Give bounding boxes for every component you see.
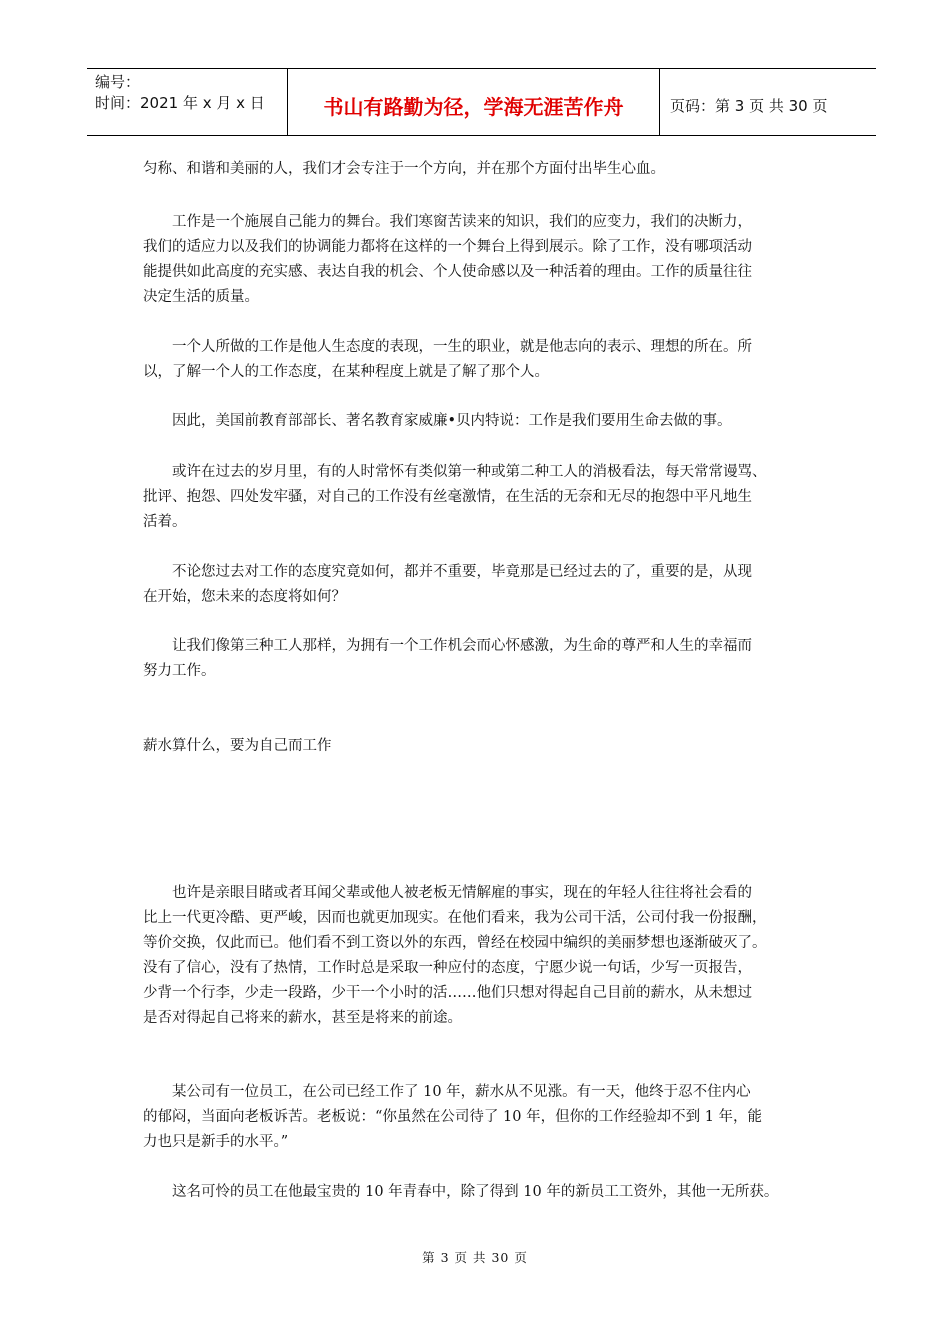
paragraph-line: 的郁闷，当面向老板诉苦。老板说：“你虽然在公司待了 10 年，但你的工作经验却不到 1 年，能 (143, 1109, 763, 1125)
section-heading (143, 734, 823, 759)
paragraph-line: 决定生活的质量。 (143, 289, 259, 305)
paragraph-line: 或许在过去的岁月里，有的人时常怀有类似第一种或第二种工人的消极看法，每天常常谩骂、 (143, 464, 767, 480)
paragraph-9 (143, 1080, 823, 1155)
paragraph-7 (143, 634, 823, 684)
header-meta (87, 69, 287, 135)
paragraph-line: 在开始，您未来的态度将如何？ (143, 589, 346, 605)
header-page-number: 页码：第 3 页 共 30 页 (670, 96, 828, 115)
paragraph-line: 一个人所做的工作是他人生态度的表现，一生的职业，就是他志向的表示、理想的所在。所 (143, 339, 752, 355)
paragraph-line: 力也只是新手的水平。” (143, 1134, 289, 1150)
paragraph-line: 也许是亲眼目睹或者耳闻父辈或他人被老板无情解雇的事实，现在的年轻人往往将社会看的 (143, 885, 752, 901)
paragraph-line: 让我们像第三种工人那样，为拥有一个工作机会而心怀感激，为生命的尊严和人生的幸福而 (143, 638, 752, 654)
paragraph-line: 没有了信心，没有了热情，工作时总是采取一种应付的态度，宁愿少说一句话，少写一页报告， (143, 960, 752, 976)
section-heading-text: 薪水算什么，要为自己而工作 (143, 738, 332, 754)
paragraph-1 (143, 157, 823, 182)
paragraph-line: 我们的适应力以及我们的协调能力都将在这样的一个舞台上得到展示。除了工作，没有哪项活动 (143, 239, 752, 255)
paragraph-10 (143, 1180, 823, 1205)
document-time-label: 时间：2021 年 x 月 x 日 (95, 94, 265, 112)
paragraph-2 (143, 210, 823, 310)
paragraph-line: 活着。 (143, 514, 187, 530)
header-motto: 书山有路勤为径，学海无涯苦作舟 (287, 69, 660, 135)
page-footer (0, 1248, 950, 1266)
paragraph-line: 某公司有一位员工，在公司已经工作了 10 年，薪水从不见涨。有一天，他终于忍不住内心 (143, 1084, 751, 1100)
document-header (87, 68, 876, 136)
paragraph-line: 少背一个行李，少走一段路，少干一个小时的活……他们只想对得起自己目前的薪水，从未想过 (143, 985, 752, 1001)
paragraph-line: 以，了解一个人的工作态度，在某种程度上就是了解了那个人。 (143, 364, 549, 380)
paragraph-6 (143, 560, 823, 610)
paragraph-line: 努力工作。 (143, 663, 216, 679)
paragraph-line: 匀称、和谐和美丽的人，我们才会专注于一个方向，并在那个方面付出毕生心血。 (143, 161, 665, 177)
paragraph-5 (143, 460, 823, 535)
paragraph-4 (143, 409, 823, 434)
paragraph-line: 这名可怜的员工在他最宝贵的 10 年青春中，除了得到 10 年的新员工工资外，其他一无所获。 (143, 1184, 779, 1200)
paragraph-line: 等价交换，仅此而已。他们看不到工资以外的东西，曾经在校园中编织的美丽梦想也逐渐破灭了。 (143, 935, 767, 951)
document-number-label: 编号： (95, 73, 141, 91)
paragraph-line: 比上一代更冷酷、更严峻，因而也就更加现实。在他们看来，我为公司干活，公司付我一份报酬， (143, 910, 767, 926)
paragraph-line: 批评、抱怨、四处发牢骚，对自己的工作没有丝毫激情，在生活的无奈和无尽的抱怨中平凡地生 (143, 489, 752, 505)
paragraph-3 (143, 335, 823, 385)
paragraph-line: 是否对得起自己将来的薪水，甚至是将来的前途。 (143, 1010, 462, 1026)
paragraph-8 (143, 881, 823, 1031)
paragraph-line: 因此，美国前教育部部长、著名教育家威廉•贝内特说：工作是我们要用生命去做的事。 (143, 413, 732, 429)
footer-page-number: 第 3 页 共 30 页 (422, 1250, 528, 1265)
paragraph-line: 能提供如此高度的充实感、表达自我的机会、个人使命感以及一种活着的理由。工作的质量往往 (143, 264, 752, 280)
paragraph-line: 工作是一个施展自己能力的舞台。我们寒窗苦读来的知识，我们的应变力，我们的决断力， (143, 214, 752, 230)
paragraph-line: 不论您过去对工作的态度究竟如何，都并不重要，毕竟那是已经过去的了，重要的是，从现 (143, 564, 752, 580)
